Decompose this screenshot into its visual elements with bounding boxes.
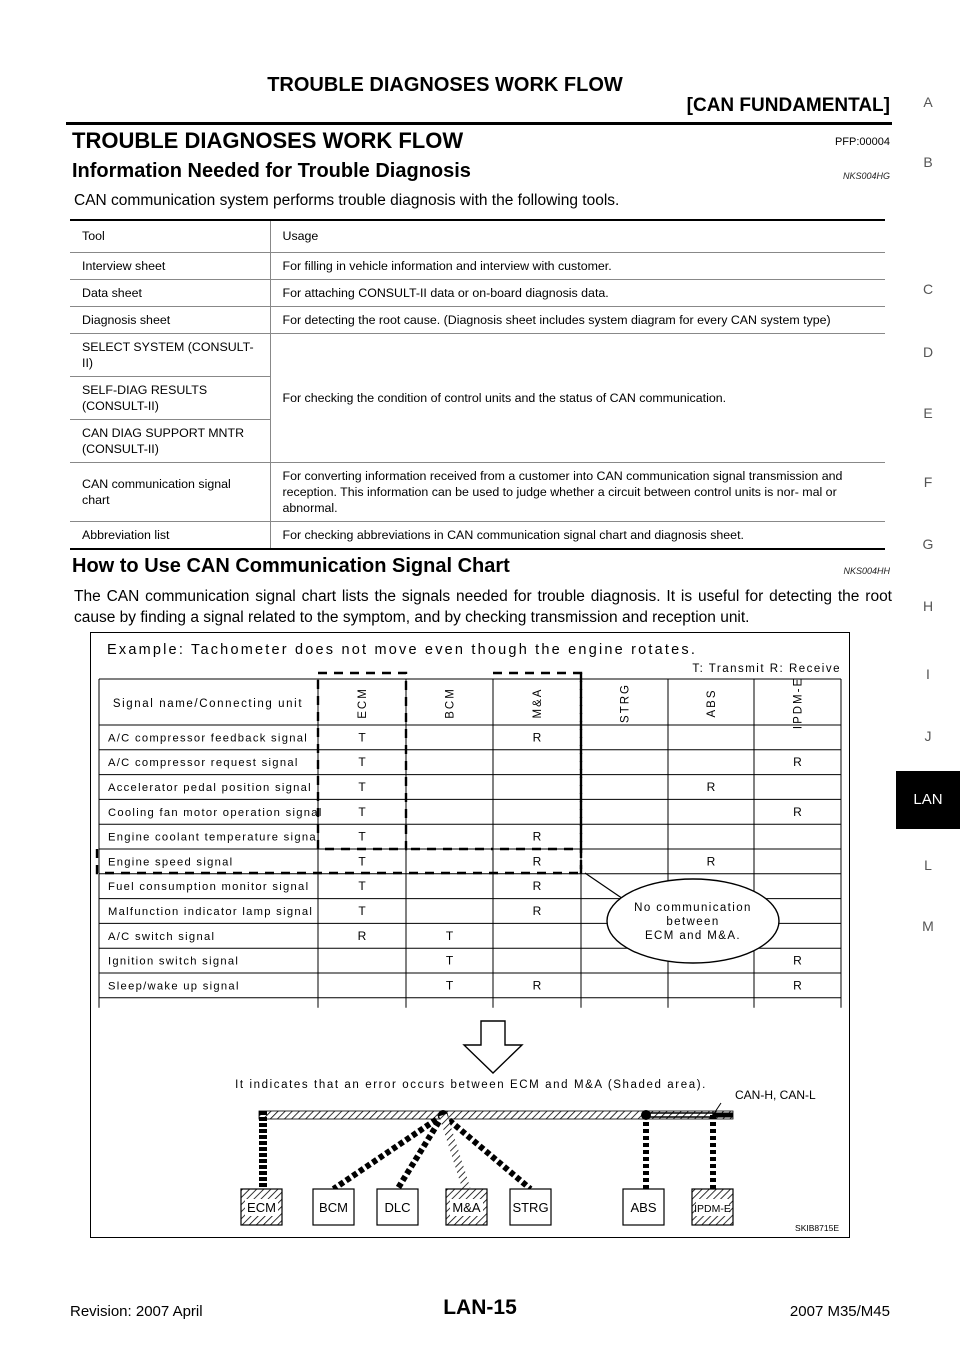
callout-text: ECM and M&A. bbox=[644, 930, 742, 942]
tools-table bbox=[70, 219, 885, 550]
index-tab-m[interactable]: M bbox=[922, 918, 934, 934]
table-row bbox=[70, 307, 885, 334]
bus-junction-dot bbox=[641, 1110, 651, 1120]
tr-mark: T bbox=[445, 978, 454, 993]
info-intro: CAN communication system performs trouble diagnosis with the following tools. bbox=[74, 192, 620, 209]
signal-name: Ignition switch signal bbox=[108, 955, 240, 968]
tr-mark: T bbox=[358, 904, 366, 918]
column-header-tool: Tool bbox=[70, 220, 270, 253]
unit-header: STRG bbox=[619, 683, 632, 723]
signal-chart-figure bbox=[90, 632, 850, 1238]
tool-cell: Data sheet bbox=[70, 280, 270, 307]
index-tab-lan[interactable]: LAN bbox=[896, 771, 960, 829]
unit-header: ABS bbox=[706, 688, 718, 718]
usage-cell: For attaching CONSULT-II data or on-board diagnosis data. bbox=[270, 280, 885, 307]
node-branch-line bbox=[398, 1115, 444, 1189]
index-tab-i[interactable]: I bbox=[926, 666, 930, 682]
index-tab-h[interactable]: H bbox=[922, 598, 934, 614]
tr-mark: T bbox=[445, 928, 454, 943]
node-label: STRG bbox=[512, 1200, 549, 1215]
down-arrow-icon bbox=[464, 1021, 522, 1073]
corner-header: Signal name/Connecting unit bbox=[112, 698, 304, 710]
callout-text: No communication bbox=[634, 902, 752, 914]
tr-mark: R bbox=[532, 854, 542, 869]
signal-name: Cooling fan motor operation signal bbox=[108, 806, 323, 819]
signal-name: A/C compressor feedback signal bbox=[108, 732, 309, 745]
node-label: DLC bbox=[384, 1200, 411, 1215]
signal-name: A/C switch signal bbox=[108, 930, 216, 943]
index-tab-b[interactable]: B bbox=[923, 154, 933, 170]
tr-mark: R bbox=[706, 854, 716, 869]
signal-name: Accelerator pedal position signal bbox=[108, 782, 312, 794]
header-title: TROUBLE DIAGNOSES WORK FLOW bbox=[267, 74, 623, 96]
column-header-usage: Usage bbox=[270, 220, 885, 253]
tr-mark: R bbox=[532, 730, 542, 745]
bus-label: CAN-H, CAN-L bbox=[735, 1088, 816, 1102]
tr-mark: R bbox=[532, 904, 542, 918]
tr-mark: T bbox=[358, 730, 366, 745]
footer-page-number: LAN-15 bbox=[443, 1296, 517, 1319]
tool-cell: Diagnosis sheet bbox=[70, 307, 270, 334]
usage-cell: For checking the condition of control units and the status of CAN communication. bbox=[270, 334, 885, 463]
tr-mark: R bbox=[793, 755, 802, 770]
tool-cell: SELECT SYSTEM (CONSULT-II) bbox=[70, 334, 270, 377]
tr-mark: T bbox=[358, 755, 366, 770]
unit-header: M&A bbox=[532, 687, 544, 719]
header-section: [CAN FUNDAMENTAL] bbox=[686, 95, 890, 116]
footer-model: 2007 M35/M45 bbox=[789, 1303, 890, 1320]
index-tab-d[interactable]: D bbox=[922, 344, 934, 360]
callout-text: between bbox=[666, 916, 720, 928]
tr-mark: T bbox=[358, 829, 366, 844]
tr-mark: R bbox=[793, 804, 802, 819]
table-row bbox=[70, 522, 885, 550]
tool-cell: CAN DIAG SUPPORT MNTR (CONSULT-II) bbox=[70, 420, 270, 463]
page-title: TROUBLE DIAGNOSES WORK FLOW bbox=[72, 128, 464, 153]
header-divider bbox=[66, 122, 892, 125]
table-row bbox=[70, 334, 885, 377]
tr-mark: R bbox=[532, 978, 542, 993]
info-section-code: NKS004HG bbox=[842, 171, 890, 181]
table-row bbox=[70, 280, 885, 307]
info-section-title: Information Needed for Trouble Diagnosis bbox=[72, 160, 471, 182]
node-label: BCM bbox=[319, 1200, 348, 1215]
tool-cell: Abbreviation list bbox=[70, 522, 270, 550]
signal-name: Engine speed signal bbox=[108, 856, 234, 869]
tr-mark: T bbox=[358, 879, 366, 894]
signal-chart-diagram bbox=[91, 633, 851, 1239]
example-caption: Example: Tachometer does not move even though the engine rotates. bbox=[107, 642, 698, 658]
figure-code: SKIB8715E bbox=[795, 1223, 839, 1233]
tr-mark: R bbox=[793, 978, 802, 993]
unit-header: ECM bbox=[357, 687, 369, 719]
usage-cell: For detecting the root cause. (Diagnosis sheet includes system diagram for every CAN system type) bbox=[270, 307, 885, 334]
howto-section-code: NKS004HH bbox=[843, 566, 890, 576]
table-row bbox=[70, 253, 885, 280]
table-row bbox=[70, 463, 885, 522]
signal-name: Engine coolant temperature signal bbox=[108, 831, 321, 844]
usage-cell: For filling in vehicle information and interview with customer. bbox=[270, 253, 885, 280]
node-label: ABS bbox=[630, 1200, 657, 1215]
tr-mark: R bbox=[706, 780, 716, 794]
tool-cell: SELF-DIAG RESULTS (CONSULT-II) bbox=[70, 377, 270, 420]
index-tab-a[interactable]: A bbox=[923, 94, 933, 110]
usage-cell: For converting information received from a customer into CAN communication signal transmission and reception. This information can be used to judge whether a circuit between control units is nor- mal or abnormal. bbox=[270, 463, 885, 522]
tr-mark: T bbox=[358, 804, 366, 819]
index-tab-g[interactable]: G bbox=[922, 536, 934, 552]
footer-revision: Revision: 2007 April bbox=[70, 1303, 203, 1320]
table-header-row bbox=[70, 220, 885, 253]
signal-name: Malfunction indicator lamp signal bbox=[108, 906, 314, 918]
index-tab-j[interactable]: J bbox=[924, 728, 932, 744]
tool-cell: CAN communication signal chart bbox=[70, 463, 270, 522]
tr-mark: R bbox=[532, 829, 542, 844]
unit-header: BCM bbox=[444, 687, 457, 719]
howto-intro: The CAN communication signal chart lists the signals needed for trouble diagnosis. It is useful for detecting the root cause by finding a signal related to the symptom, and by checking transmission and reception unit. bbox=[74, 588, 892, 626]
tr-mark: R bbox=[793, 953, 802, 968]
tr-mark: T bbox=[358, 854, 366, 869]
tr-mark: R bbox=[357, 928, 367, 943]
usage-cell: For checking abbreviations in CAN communication signal chart and diagnosis sheet. bbox=[270, 522, 885, 550]
signal-name: Sleep/wake up signal bbox=[108, 980, 240, 993]
node-label: ECM bbox=[247, 1200, 276, 1215]
tr-mark: T bbox=[445, 953, 454, 968]
index-tab-c[interactable]: C bbox=[922, 281, 934, 297]
part-code: PFP:00004 bbox=[834, 136, 890, 148]
legend-text: T: Transmit R: Receive bbox=[692, 663, 841, 675]
result-caption: It indicates that an error occurs between ECM and M&A (Shaded area). bbox=[235, 1079, 707, 1091]
can-bus-shaded-line bbox=[259, 1111, 733, 1119]
howto-section-title: How to Use CAN Communication Signal Chart bbox=[72, 555, 510, 577]
unit-header: IPDM-E bbox=[792, 676, 805, 730]
tr-mark: T bbox=[358, 780, 366, 794]
index-tab-e[interactable]: E bbox=[923, 405, 933, 421]
signal-name: Fuel consumption monitor signal bbox=[108, 881, 310, 894]
index-tab-l[interactable]: L bbox=[924, 857, 932, 873]
node-label: M&A bbox=[452, 1200, 481, 1215]
node-label: IPDM-E bbox=[694, 1203, 731, 1215]
tool-cell: Interview sheet bbox=[70, 253, 270, 280]
node-branch-line bbox=[334, 1115, 444, 1189]
signal-name: A/C compressor request signal bbox=[108, 757, 299, 770]
index-tab-f[interactable]: F bbox=[923, 474, 933, 490]
tr-mark: R bbox=[532, 879, 542, 894]
